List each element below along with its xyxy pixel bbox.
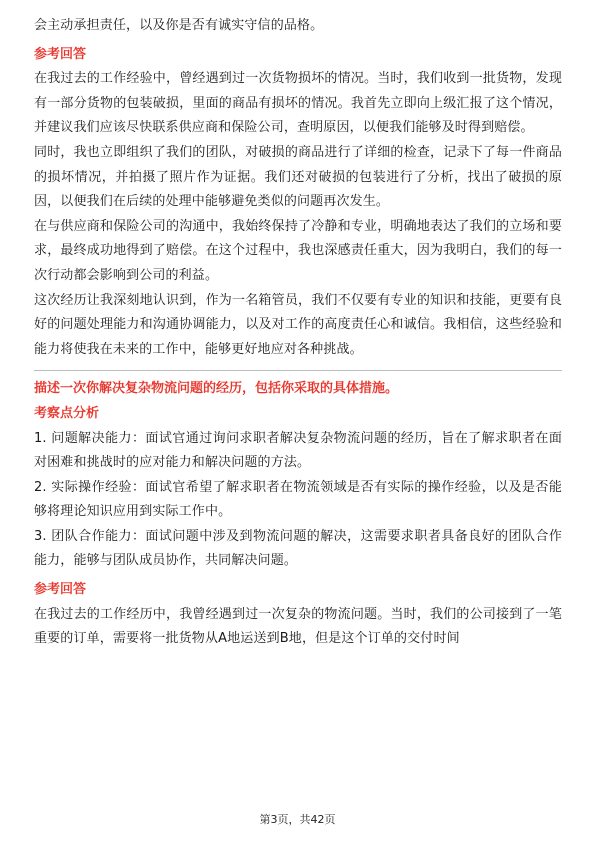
page-number: 第3页，共42页 (259, 813, 336, 826)
answer-paragraph-1: 在我过去的工作经验中，曾经遇到过一次货物损坏的情况。当时，我们收到一批货物，发现有一部分货物的包装破损，里面的商品有损坏的情况。我首先立即向上级汇报了这个情况，并建议我们应该尽快联系供应商和保险公司，查明原因，以便我们能够及时得到赔偿。 (34, 71, 562, 136)
answer-paragraph-3: 在与供应商和保险公司的沟通中，我始终保持了冷静和专业，明确地表达了我们的立场和要求，最终成功地得到了赔偿。在这个过程中，我也深感责任重大，因为我明白，我们的每一次行动都会影响到公司的利益。 (34, 218, 562, 283)
intro-tail: 会主动承担责任，以及你是否有诚实守信的品格。 (34, 18, 324, 33)
question-heading: 描述一次你解决复杂物流问题的经历，包括你采取的具体措施。 (34, 381, 399, 397)
answer-heading-1: 参考回答 (34, 46, 87, 62)
analysis-point-2: 2. 实际操作经验：面试官希望了解求职者在物流领域是否有实际的操作经验，以及是否能够将理论知识应用到实际工作中。 (34, 479, 562, 520)
section-divider (34, 370, 562, 371)
analysis-heading: 考察点分析 (34, 405, 100, 421)
answer-paragraph-4: 这次经历让我深刻地认识到，作为一名箱管员，我们不仅要有专业的知识和技能，更要有良好的问题处理能力和沟通协调能力，以及对工作的高度责任心和诚信。我相信，这些经验和能力将使我在未来的工作中，能够更好地应对各种挑战。 (34, 292, 562, 357)
answer-paragraph-start: 在我过去的工作经历中，我曾经遇到过一次复杂的物流问题。当时，我们的公司接到了一笔重要的订单，需要将一批货物从A地运送到B地，但是这个订单的交付时间 (34, 606, 562, 647)
analysis-point-1: 1. 问题解决能力：面试官通过询问求职者解决复杂物流问题的经历，旨在了解求职者在面对困难和挑战时的应对能力和解决问题的方法。 (34, 430, 562, 471)
answer-heading-2: 参考回答 (34, 582, 87, 598)
answer-paragraph-2: 同时，我也立即组织了我们的团队，对破损的商品进行了详细的检查，记录下了每一件商品的损坏情况，并拍摄了照片作为证据。我们还对破损的包装进行了分析，找出了破损的原因，以便我们在后续的处理中能够避免类似的问题再次发生。 (34, 144, 562, 210)
analysis-point-3: 3. 团队合作能力：面试问题中涉及到物流问题的解决，这需要求职者具备良好的团队合作能力，能够与团队成员协作，共同解决问题。 (34, 528, 562, 569)
document-page (34, 14, 562, 652)
